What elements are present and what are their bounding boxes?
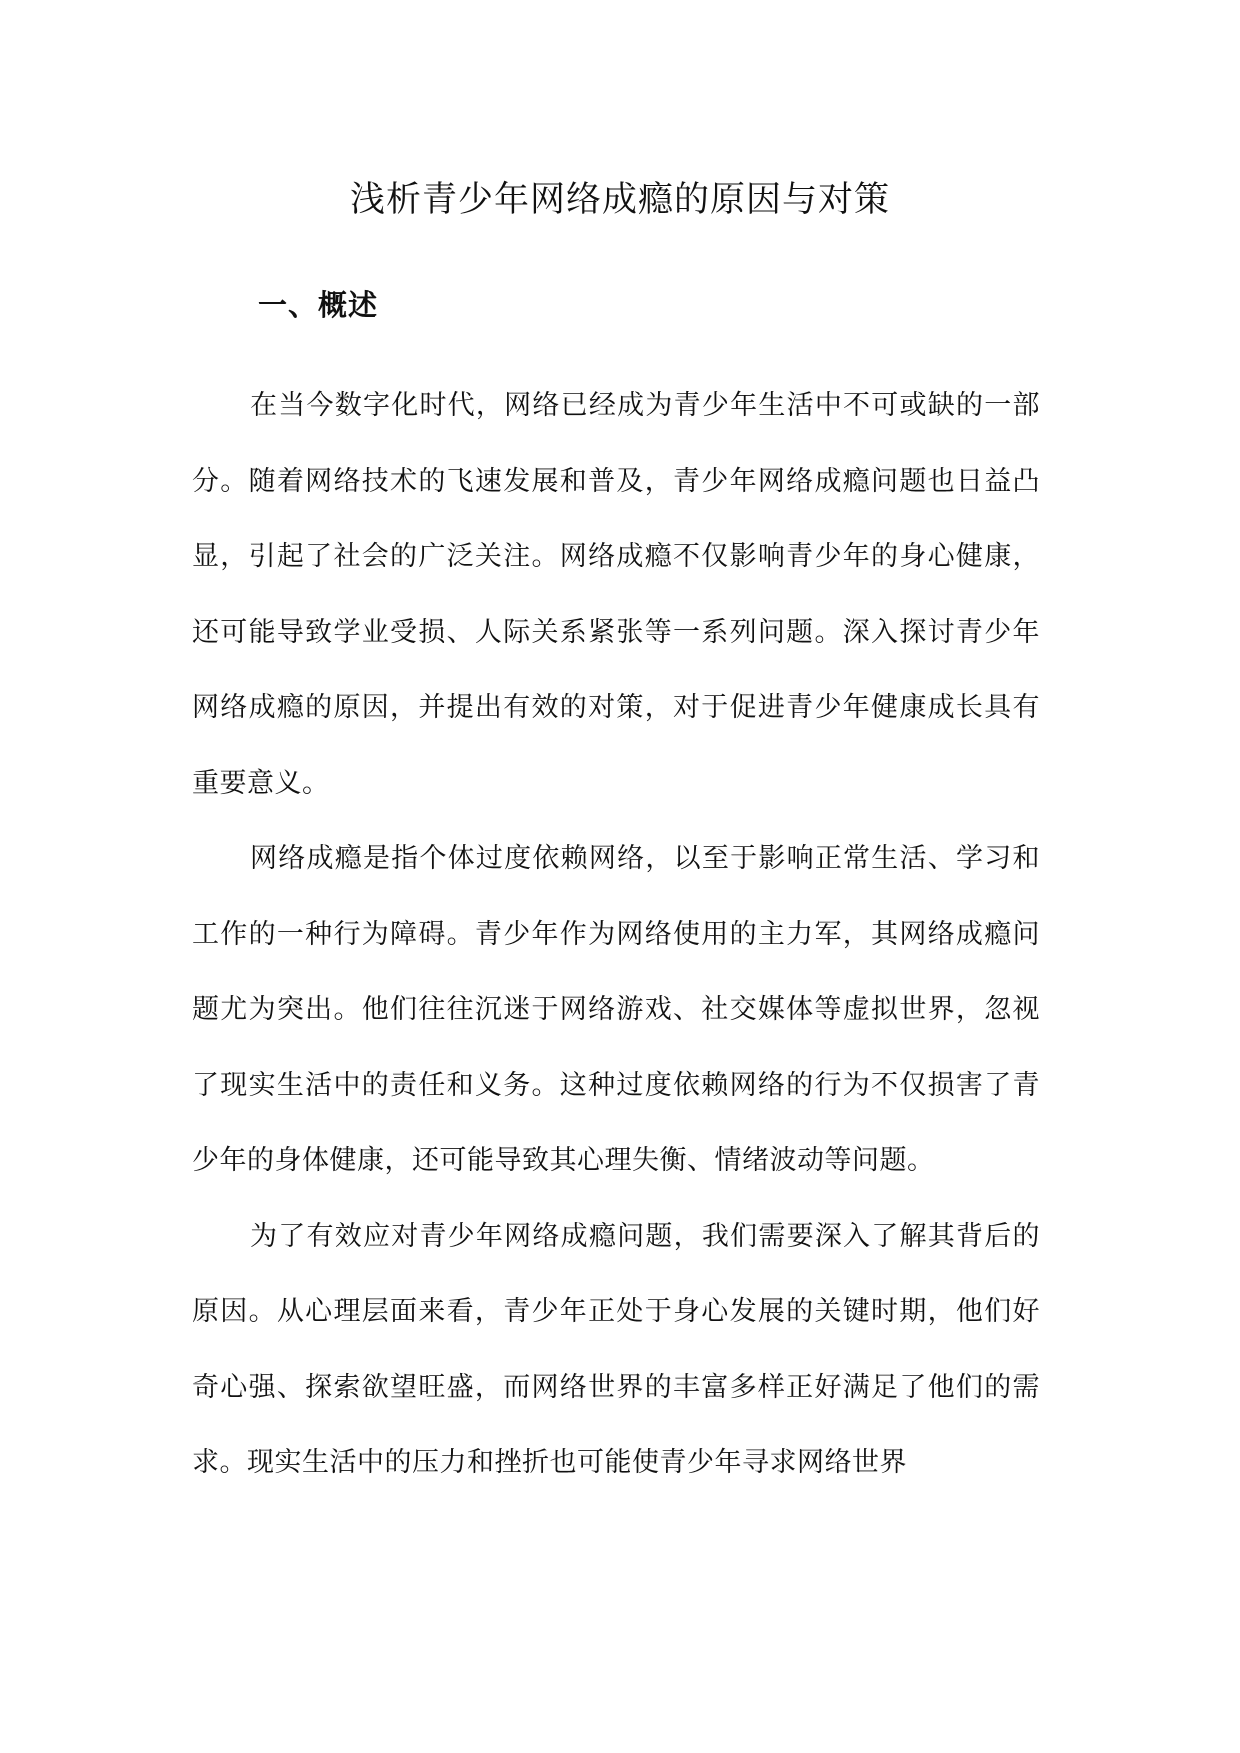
section-heading-overview: 一、概述 bbox=[258, 288, 379, 322]
document-title: 浅析青少年网络成瘾的原因与对策 bbox=[349, 180, 890, 221]
paragraph-2: 网络成瘾是指个体过度依赖网络，以至于影响正常生活、学习和工作的一种行为障碍。青少年作为网络使用的主力军，其网络成瘾问题尤为突出。他们往往沉迷于网络游戏、社交媒体等虚拟世界，忽视了现实生活中的责任和义务。这种过度依赖网络的行为不仅损害了青少年的身体健康，还可能导致其心理失衡、情绪波动等问题。 bbox=[192, 843, 1040, 1176]
paragraph-1: 在当今数字化时代，网络已经成为青少年生活中不可或缺的一部分。随着网络技术的飞速发展和普及，青少年网络成瘾问题也日益凸显，引起了社会的广泛关注。网络成瘾不仅影响青少年的身心健康，还可能导致学业受损、人际关系紧张等一系列问题。深入探讨青少年网络成瘾的原因，并提出有效的对策，对于促进青少年健康成长具有重要意义。 bbox=[192, 390, 1040, 799]
body-text bbox=[192, 368, 1040, 1501]
paragraph-3: 为了有效应对青少年网络成瘾问题，我们需要深入了解其背后的原因。从心理层面来看，青少年正处于身心发展的关键时期，他们好奇心强、探索欲望旺盛，而网络世界的丰富多样正好满足了他们的需求。现实生活中的压力和挫折也可能使青少年寻求网络世界 bbox=[192, 1220, 1040, 1478]
